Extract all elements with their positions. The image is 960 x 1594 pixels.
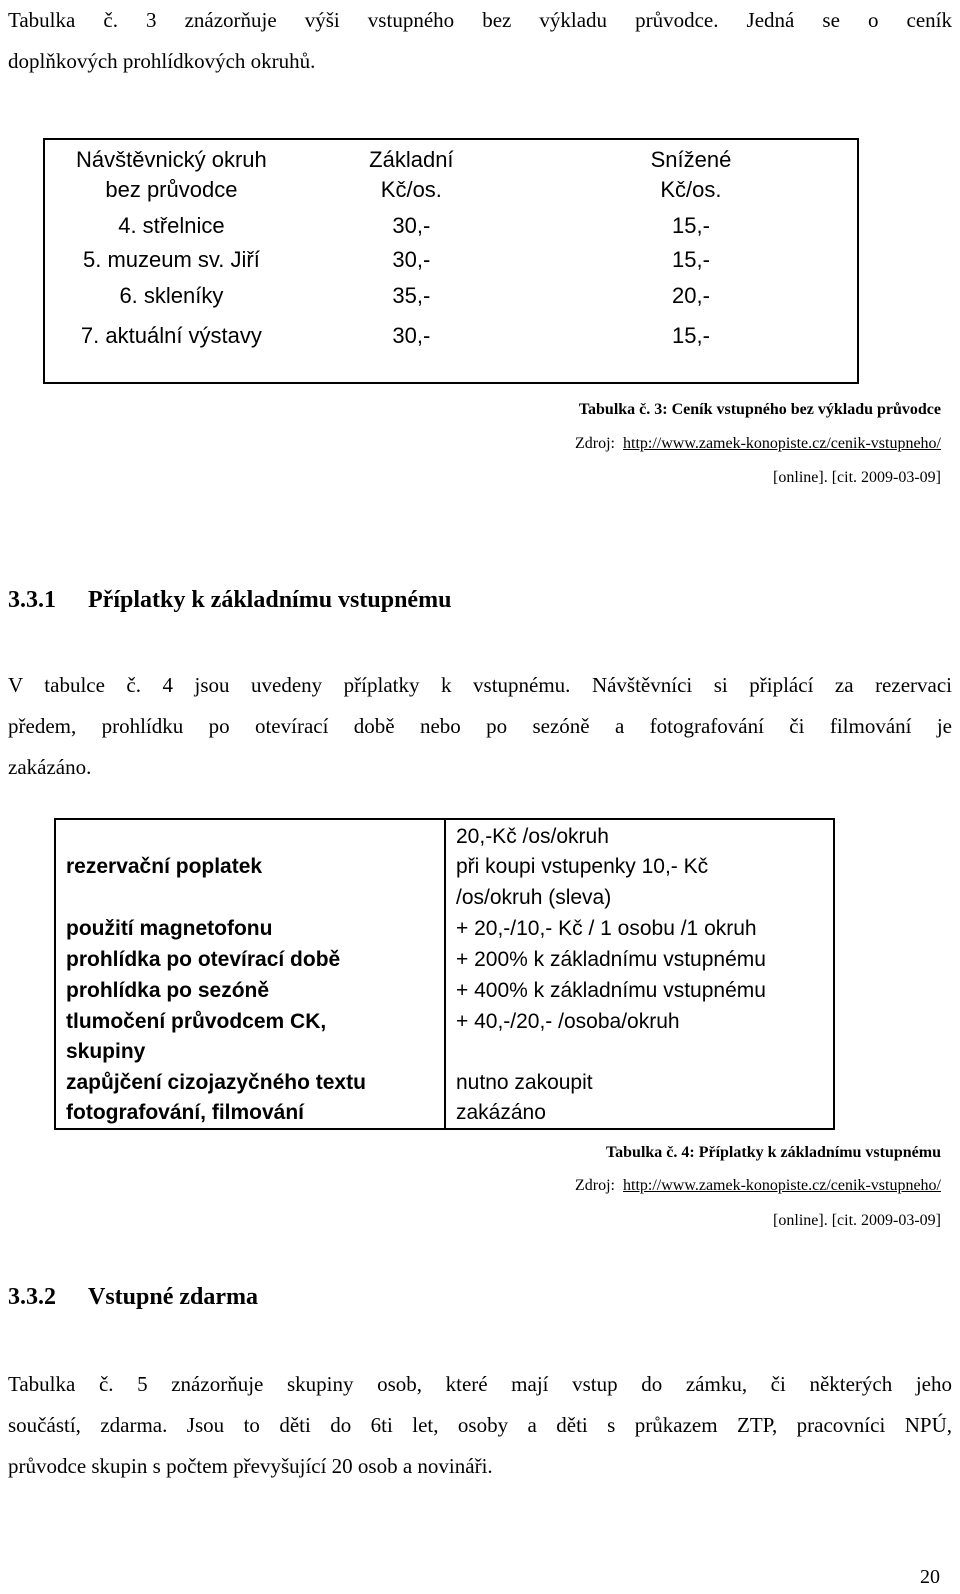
table-row: [44, 277, 858, 315]
row-reduced-price: 15,-: [671, 212, 710, 238]
header-basic: Základní Kč/os.: [369, 146, 454, 202]
source-link[interactable]: http://www.zamek-konopiste.cz/cenik-vstupneho/: [623, 435, 941, 452]
table3-caption-cite: [online]. [cit. 2009-03-09]: [773, 469, 941, 486]
row-basic-price: 30,-: [392, 323, 431, 349]
para-line-2: součástí, zdarma. Jsou to děti do 6ti let, osoby a děti s průkazem ZTP, pracovníci NPÚ,: [8, 1413, 952, 1437]
intro-paragraph: [8, 0, 952, 82]
row-circuit: 6. skleníky: [119, 282, 224, 308]
surcharge-item: použití magnetofonu: [66, 917, 273, 940]
surcharge-value: + 20,-/10,- Kč / 1 osobu /1 okruh: [456, 917, 757, 940]
surcharge-value: nutno zakoupit: [456, 1071, 593, 1094]
row-basic-price: 30,-: [392, 246, 431, 272]
surcharge-value: + 40,-/20,- /osoba/okruh: [456, 1010, 680, 1033]
surcharges-table: [54, 818, 835, 1130]
para-line-3: průvodce skupin s počtem převyšující 20 osob a novináři.: [8, 1454, 493, 1478]
intro-line-1: Tabulka č. 3 znázorňuje výši vstupného bez výkladu průvodce. Jedná se o ceník: [8, 8, 952, 32]
free-entry-paragraph: [8, 1364, 952, 1487]
table3-caption-title: Tabulka č. 3: Ceník vstupného bez výkladu průvodce: [578, 401, 941, 418]
surcharge-item: fotografování, filmování: [66, 1101, 305, 1124]
surcharge-value: + 400% k základnímu vstupnému: [456, 979, 766, 1002]
table-row: [44, 243, 858, 277]
para-line-1: Tabulka č. 5 znázorňuje skupiny osob, které mají vstup do zámku, či některých jeho: [8, 1372, 952, 1396]
surcharge-value: 20,-Kč /os/okruh: [456, 825, 609, 848]
table4-caption-source: Zdroj: http://www.zamek-konopiste.cz/cenik-vstupneho/: [575, 1177, 941, 1194]
table-row: [44, 209, 858, 243]
surcharge-item: prohlídka po sezóně: [66, 979, 270, 1002]
section-heading-331: 3.3.1 Příplatky k základnímu vstupnému: [8, 587, 452, 613]
surcharge-item: rezervační poplatek: [66, 855, 263, 878]
page-number: 20: [920, 1566, 940, 1588]
row-basic-price: 30,-: [392, 212, 431, 238]
row-reduced-price: 20,-: [671, 282, 710, 308]
intro-line-2: doplňkových prohlídkových okruhů.: [8, 49, 316, 73]
section-heading-332: 3.3.2 Vstupné zdarma: [8, 1284, 259, 1310]
para-line-2: předem, prohlídku po otevírací době nebo po sezóně a fotografování či filmování je: [8, 714, 952, 738]
surcharge-item: tlumočení průvodcem CK,: [66, 1010, 327, 1033]
header-reduced: Snížené Kč/os.: [650, 146, 732, 202]
surcharge-values-column: [444, 820, 835, 1128]
header-circuit: Návštěvnický okruh bez průvodce: [76, 146, 267, 202]
row-reduced-price: 15,-: [671, 246, 710, 272]
surcharge-value: při koupi vstupenky 10,- Kč: [456, 855, 709, 878]
row-circuit: 5. muzeum sv. Jiří: [82, 246, 260, 272]
para-line-3: zakázáno.: [8, 755, 92, 779]
surcharge-item: zapůjčení cizojazyčného textu: [66, 1071, 366, 1094]
price-table: [43, 138, 859, 384]
surcharge-value: /os/okruh (sleva): [456, 886, 612, 909]
row-circuit: 7. aktuální výstavy: [80, 323, 262, 349]
para-line-1: V tabulce č. 4 jsou uvedeny příplatky k vstupnému. Návštěvníci si připlácí za rezervaci: [8, 673, 952, 697]
row-basic-price: 35,-: [392, 282, 431, 308]
row-reduced-price: 15,-: [671, 323, 710, 349]
row-circuit: 4. střelnice: [118, 212, 225, 238]
surcharge-value: + 200% k základnímu vstupnému: [456, 948, 766, 971]
surcharge-item: skupiny: [66, 1040, 146, 1063]
surcharge-item: prohlídka po otevírací době: [66, 948, 341, 971]
table4-caption-cite: [online]. [cit. 2009-03-09]: [773, 1212, 941, 1229]
table3-caption-source: Zdroj: http://www.zamek-konopiste.cz/cenik-vstupneho/: [575, 435, 941, 452]
surcharge-value: zakázáno: [456, 1101, 546, 1124]
table4-caption-title: Tabulka č. 4: Příplatky k základnímu vstupnému: [605, 1144, 941, 1161]
surcharge-items-column: [56, 820, 444, 1128]
table-row: [44, 315, 858, 383]
source-link[interactable]: http://www.zamek-konopiste.cz/cenik-vstupneho/: [623, 1177, 941, 1194]
surcharges-paragraph: [8, 665, 952, 788]
